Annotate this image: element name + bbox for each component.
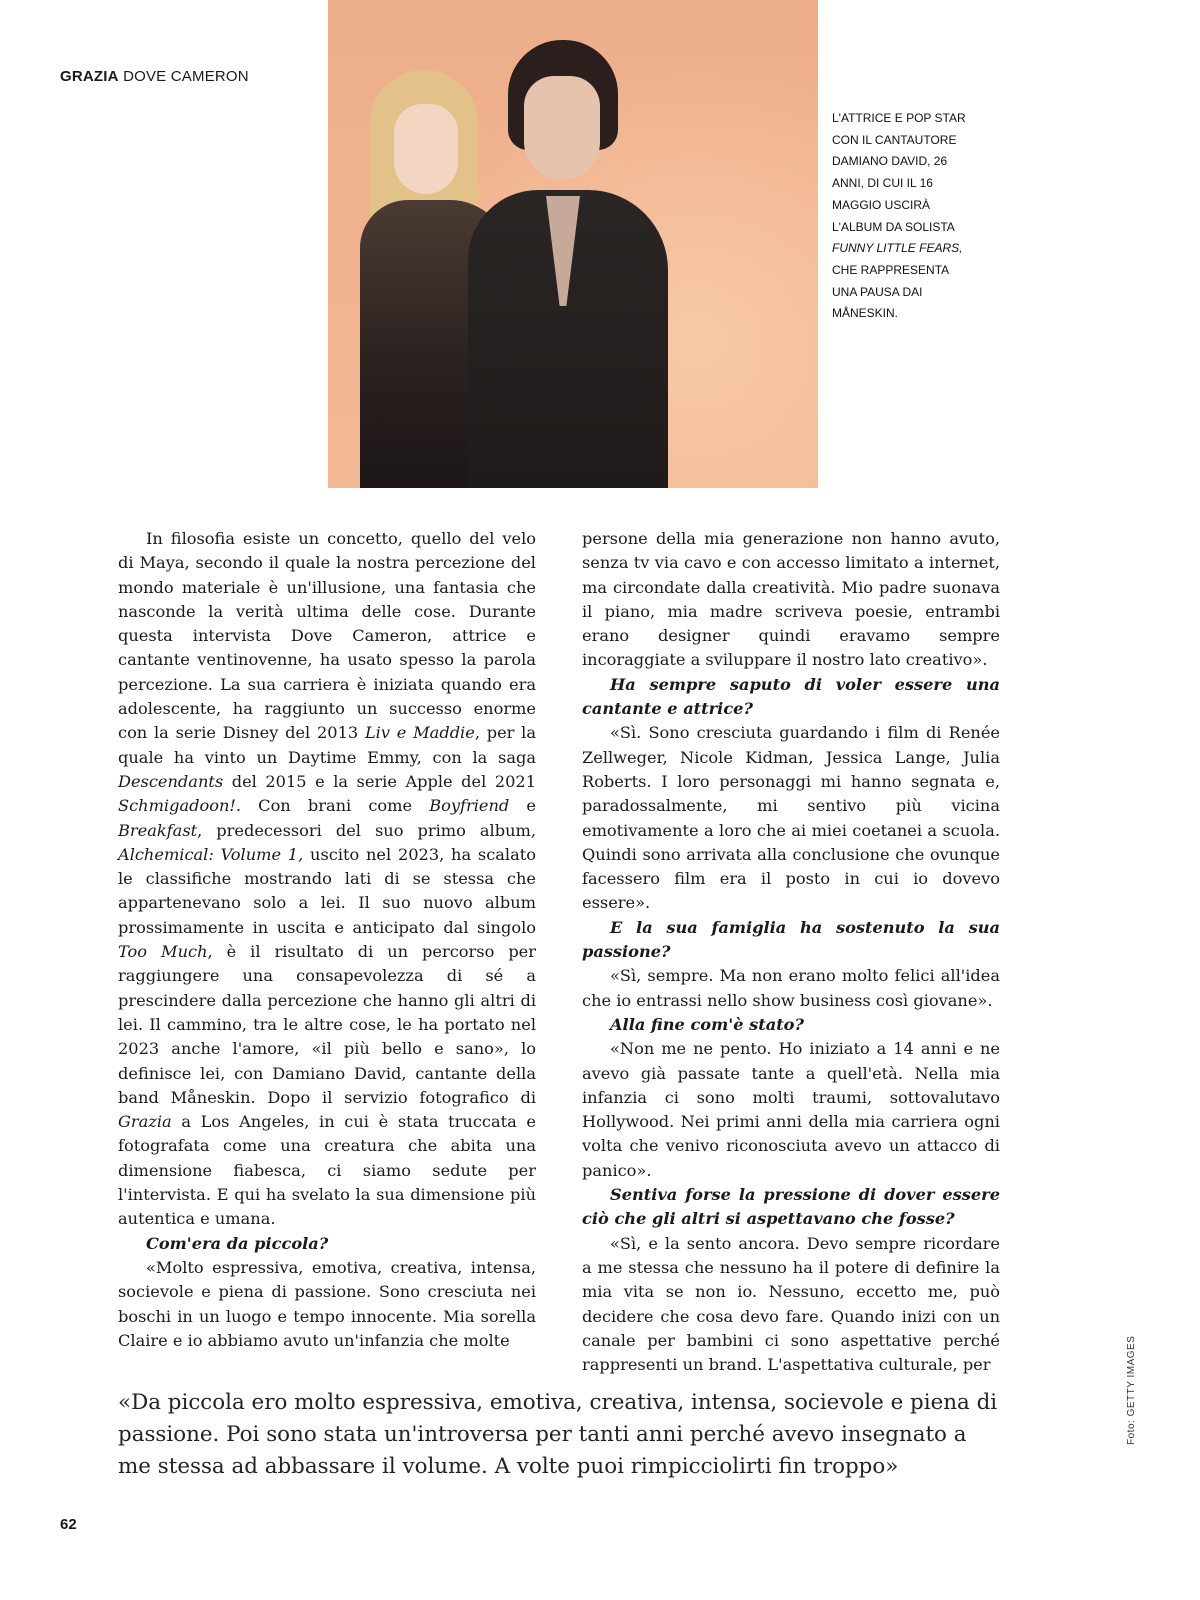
- text-run: a Los Angeles, in cui è stata truccata e fotografata come una creatura che abita una dimensione fiabesca, ci siamo sedute per l'intervista. E qui ha svelato la sua dimensione più autentica e umana.: [118, 1112, 536, 1229]
- text-run: , è il risultato di un percorso per raggiungere una consapevolezza di sé a prescindere dalla percezione che hanno gli altri di lei. Il cammino, tra le altre cose, le ha portato nel 2023 anche l'amore, «il più bello e sano», lo definisce lei, con Damiano David, cantante della band Måneskin. Dopo il servizio fotografico di: [118, 942, 536, 1107]
- magazine-brand: GRAZIA: [60, 68, 119, 85]
- text-run: In filosofia esiste un concetto, quello del velo di Maya, secondo il quale la nostra percezione del mondo materiale è un'illusione, una fantasia che nasconde la verità ultima delle cose. Durante questa intervista Dove Cameron, attrice e cantante ventinovenne, ha usato spesso la parola percezione. La sua carriera è iniziata quando era adolescente, ha raggiunto un successo enorme con la serie Disney del 2013: [118, 529, 536, 743]
- caption-album-title: FUNNY LITTLE FEARS,: [832, 241, 963, 256]
- page-number: 62: [60, 1516, 77, 1533]
- interview-answer: «Sì. Sono cresciuta guardando i film di Renée Zellweger, Nicole Kidman, Jessica Lange, Julia Roberts. I loro personaggi mi hanno segnata e, paradossalmente, mi sentivo più vicina emotivamente a loro che ai miei coetanei a scuola. Quindi sono arrivata alla conclusione che ovunque facessero film era il posto in cui io dovevo essere».: [582, 723, 1000, 913]
- interview-answer: «Sì, e la sento ancora. Devo sempre ricordare a me stessa che nessuno ha il potere di definire la mia vita se non io. Nessuno, eccetto me, può decidere che cosa devo fare. Quando inizi con un canale per bambini ci sono aspettative perché rappresenti un brand. L'aspettativa culturale, per: [582, 1233, 1000, 1375]
- show-title: Liv e Maddie: [364, 723, 475, 743]
- interview-question: E la sua famiglia ha sostenuto la sua passione?: [582, 917, 1000, 962]
- song-title: Too Much: [118, 942, 208, 962]
- text-run: , predecessori del suo primo album,: [197, 820, 536, 840]
- photo-figure-woman-face: [394, 104, 458, 194]
- section-title: DOVE CAMERON: [123, 68, 249, 85]
- album-title: Alchemical: Volume 1,: [118, 844, 304, 864]
- text-run: , per la quale ha vinto un Daytime Emmy, con la saga: [118, 723, 537, 767]
- cover-photo: [328, 0, 818, 488]
- interview-question: Alla fine com'è stato?: [610, 1014, 804, 1034]
- article-column-left: [118, 527, 536, 1353]
- photo-credit: Foto: GETTY IMAGES: [1126, 1335, 1137, 1445]
- magazine-title: Grazia: [118, 1112, 172, 1132]
- text-run: uscito nel 2023, ha scalato le classifiche mostrando lati di se stessa che appartenevano solo a lei. Il suo nuovo album prossimamente in uscita e anticipato dal singolo: [118, 844, 536, 937]
- song-title: Breakfast: [118, 820, 198, 840]
- caption-lead: L'ATTRICE E POP STAR CON IL CANTAUTORE DAMIANO DAVID, 26 ANNI, DI CUI IL 16 MAGGIO USCIRÀ L'ALBUM DA SOLISTA: [832, 111, 966, 234]
- interview-answer: «Molto espressiva, emotiva, creativa, intensa, socievole e piena di passione. Sono cresciuta nei boschi in un luogo e tempo innocente. Mia sorella Claire e io abbiamo avuto un'infanzia che molte: [118, 1257, 536, 1350]
- photo-figure-man-face: [524, 76, 600, 180]
- pull-quote: «Da piccola ero molto espressiva, emotiva, creativa, intensa, socievole e piena di passione. Poi sono stata un'introversa per tanti anni perché avevo insegnato a me stessa ad abbassare il volume. A volte puoi rimpicciolirti fin troppo»: [118, 1390, 998, 1479]
- text-run: . Con brani come: [235, 796, 430, 816]
- interview-answer: «Sì, sempre. Ma non erano molto felici all'idea che io entrassi nello show business così giovane».: [582, 966, 1000, 1010]
- photo-caption: [832, 108, 972, 325]
- show-title: Schmigadoon!: [118, 796, 236, 816]
- interview-answer-continued: persone della mia generazione non hanno avuto, senza tv via cavo e con accesso limitato a internet, ma circondate dalla creatività. Mio padre suonava il piano, mia madre scriveva poesie, entrambi erano designer quindi eravamo sempre incoraggiate a sviluppare il nostro lato creativo».: [582, 529, 1000, 670]
- text-run: del 2015 e la serie Apple del 2021: [223, 771, 536, 791]
- article-column-right: [582, 527, 1000, 1377]
- caption-tail: CHE RAPPRESENTA UNA PAUSA DAI MÅNESKIN.: [832, 262, 949, 321]
- interview-question: Ha sempre saputo di voler essere una cantante e attrice?: [582, 674, 1000, 719]
- text-run: e: [509, 796, 536, 816]
- interview-question: Com'era da piccola?: [146, 1233, 329, 1253]
- running-header: [60, 68, 249, 85]
- song-title: Boyfriend: [429, 796, 510, 816]
- interview-question: Sentiva forse la pressione di dover essere ciò che gli altri si aspettavano che fosse?: [582, 1185, 1000, 1229]
- show-title: Descendants: [118, 771, 224, 791]
- intro-paragraph: [118, 527, 536, 1232]
- interview-answer: «Non me ne pento. Ho iniziato a 14 anni e ne avevo già passate tante a quell'età. Nella mia infanzia ci sono molti traumi, sottovalutavo Hollywood. Nei primi anni della mia carriera ogni volta che venivo riconosciuta avevo un attacco di panico».: [582, 1039, 1000, 1180]
